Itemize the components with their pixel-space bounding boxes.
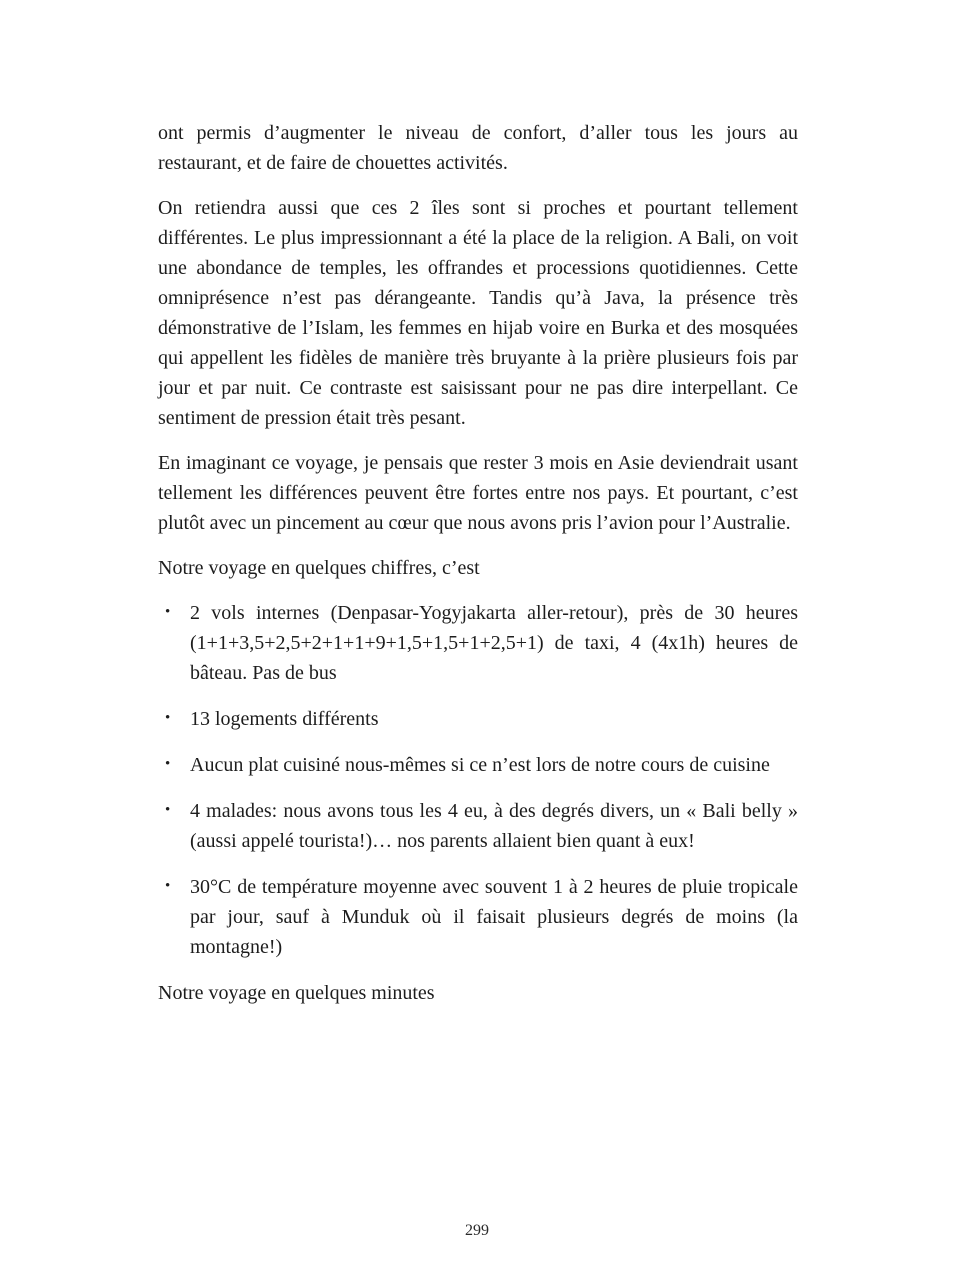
- paragraph-3: En imaginant ce voyage, je pensais que rester 3 mois en Asie deviendrait usant tellement les différences peuvent être fortes entre nos pays. Et pourtant, c’est plutôt avec un pincement au cœur que nous avons pris l’avion pour l’Australie.: [158, 452, 798, 534]
- list-item-text: 13 logements différents: [190, 708, 379, 730]
- list-item-text: 30°C de température moyenne avec souvent 1 à 2 heures de pluie tropicale par jour, sauf à Munduk où il faisait plusieurs degrés de moins (la montagne!): [190, 876, 798, 958]
- list-item-text: 2 vols internes (Denpasar-Yogyjakarta aller-retour), près de 30 heures (1+1+3,5+2,5+2+1+1+9+1,5+1,5+1+2,5+1) de taxi, 4 (4x1h) heures de bâteau. Pas de bus: [190, 602, 798, 684]
- list-item-text: 4 malades: nous avons tous les 4 eu, à des degrés divers, un « Bali belly » (aussi appelé tourista!)… nos parents allaient bien quant à eux!: [190, 800, 798, 852]
- page-number: 299: [465, 1222, 489, 1239]
- list-item: [158, 872, 798, 962]
- bullet-icon: •: [165, 756, 171, 772]
- paragraph-1: ont permis d’augmenter le niveau de confort, d’aller tous les jours au restaurant, et de faire de chouettes activités.: [158, 122, 798, 174]
- list-item: [158, 598, 798, 688]
- bullet-icon: •: [165, 802, 171, 818]
- bullet-icon: •: [165, 710, 171, 726]
- page-content: [158, 118, 798, 1023]
- closing-line: Notre voyage en quelques minutes: [158, 982, 435, 1004]
- list-item: [158, 796, 798, 856]
- list-item: [158, 704, 798, 734]
- bullet-icon: •: [165, 878, 171, 894]
- bullet-icon: •: [165, 604, 171, 620]
- bullet-list: [158, 598, 798, 962]
- list-item-text: Aucun plat cuisiné nous-mêmes si ce n’est lors de notre cours de cuisine: [190, 754, 770, 776]
- paragraph-2: On retiendra aussi que ces 2 îles sont si proches et pourtant tellement différentes. Le plus impressionnant a été la place de la religion. A Bali, on voit une abondance de temples, les offrandes et processions quotidiennes. Cette omniprésence n’est pas dérangeante. Tandis qu’à Java, la présence très démonstrative de l’Islam, les femmes en hijab voire en Burka et des mosquées qui appellent les fidèles de manière très bruyante à la prière plusieurs fois par jour et par nuit. Ce contraste est saisissant pour ne pas dire interpellant. Ce sentiment de pression était très pesant.: [158, 197, 798, 429]
- list-intro: Notre voyage en quelques chiffres, c’est: [158, 557, 480, 579]
- list-item: [158, 750, 798, 780]
